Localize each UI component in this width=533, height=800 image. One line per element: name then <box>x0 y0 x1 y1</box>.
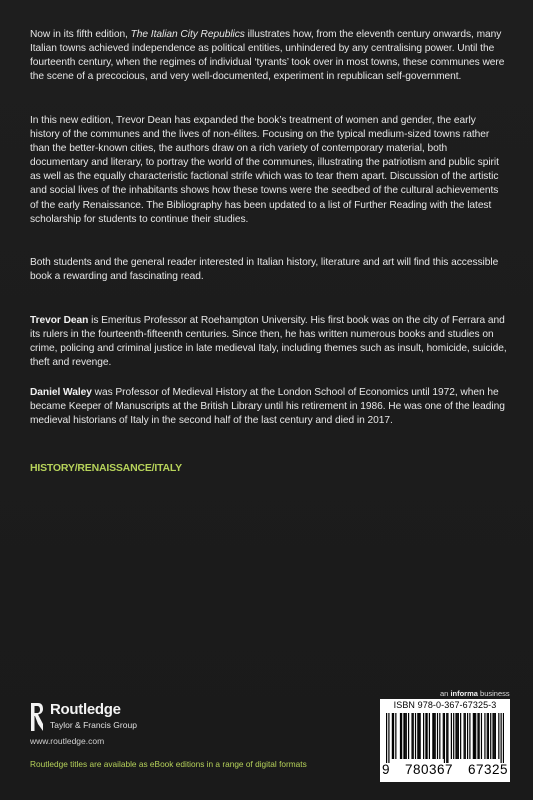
barcode-bar <box>481 713 482 759</box>
blurb-paragraph-1 <box>30 28 508 84</box>
barcode-bar <box>413 713 414 759</box>
barcode-bar <box>437 713 438 759</box>
barcode-bar <box>405 713 406 759</box>
barcode-bar <box>393 713 394 759</box>
barcode-bar <box>406 713 407 759</box>
publisher-group: Taylor & Francis Group <box>50 720 137 730</box>
barcode-bar <box>423 713 424 759</box>
barcode-bar <box>433 713 434 759</box>
blurb-paragraph-2 <box>30 114 508 227</box>
barcode-bar <box>451 713 452 759</box>
barcode-bar <box>446 713 447 763</box>
author-name: Daniel Waley <box>30 387 92 398</box>
barcode-bar <box>501 713 502 763</box>
blurb-text-2: In this new edition, Trevor Dean has expanded the book’s treatment of women and gender, the early history of the communes and the lives of non-élites. Focusing on the typical medium-sized towns rather than the better-known cities, the authors draw on a rich variety of contemporary material, both documentary and literary, to portray the world of the communes, illustrating the patriotism and public spirit as well as the equally characteristic factional strife which was to tear them apart. Discussion of the artistic and social lives of the inhabitants shows how these towns were the seedbed of the cultural achievements of the early Renaissance. The Bibliography has been updated to a list of Further Reading with the latest scholarship for students to continue their studies. <box>30 115 499 225</box>
barcode-bar <box>484 713 485 759</box>
barcode-bar <box>426 713 427 759</box>
barcode-bar <box>392 713 393 759</box>
barcode-bar <box>395 713 396 759</box>
barcode-bar <box>386 713 387 763</box>
barcode-bar <box>415 713 416 759</box>
barcode-bar <box>490 713 491 759</box>
isbn-number: ISBN 978-0-367-67325-3 <box>393 700 497 710</box>
barcode-digits <box>382 762 508 777</box>
barcode-bar <box>477 713 478 759</box>
barcode-bar <box>420 713 421 759</box>
barcode-bar <box>458 713 459 759</box>
barcode-digit-group: 780367 <box>404 762 454 777</box>
informa-business-label <box>440 689 510 698</box>
barcode-bar <box>465 713 466 759</box>
barcode-bar <box>464 713 465 759</box>
barcode-bar <box>457 713 458 759</box>
blurb-intro-rest: illustrates how, from the eleventh century onwards, many Italian towns achieved independence as political entities, unhindered by any centralising power. Until the fourteenth century, when the regimes of individual ‘tyrants’ took over in most towns, these communes were the scene of a precocious, and very well-documented, experiment in republican self-government. <box>30 29 505 83</box>
barcode-bar <box>503 713 504 763</box>
barcode-bar <box>479 713 480 759</box>
publisher-block <box>30 700 230 750</box>
informa-suffix: business <box>477 689 510 698</box>
isbn-barcode <box>380 699 510 782</box>
barcode-bar <box>425 713 426 759</box>
barcode-bar <box>488 713 489 759</box>
author-bio-text: was Professor of Medieval History at the London School of Economics until 1972, when he became Keeper of Manuscripts at the British Library until his retirement in 1986. He was one of the leading medieval historians of Italy in the second half of the last century and died in 2017. <box>30 387 505 427</box>
barcode-bar <box>467 713 468 759</box>
author-bio-text: is Emeritus Professor at Roehampton University. His first book was on the city of Ferrara and its rulers in the fourteenth-fifteenth centuries. Since then, he has written numerous books and studies on crime, policing and criminal justice in late medieval Italy, including themes such as insult, homicide, suicide, theft and revenge. <box>30 315 507 369</box>
author-bio-dean <box>30 314 508 370</box>
barcode-bar <box>453 713 454 759</box>
barcode-bar <box>418 713 419 759</box>
barcode-bar <box>494 713 495 759</box>
author-bio-waley <box>30 386 508 428</box>
routledge-r-icon <box>30 702 44 732</box>
barcode-bar <box>400 713 401 759</box>
author-name: Trevor Dean <box>30 315 89 326</box>
barcode-bar <box>444 713 445 763</box>
publisher-url: www.routledge.com <box>30 736 105 746</box>
barcode-bar <box>388 713 389 763</box>
barcode-bar <box>443 713 444 759</box>
barcode-bar <box>401 713 402 759</box>
barcode-digit-group: 67325 <box>467 762 508 777</box>
barcode-bar <box>498 713 499 759</box>
barcode-bar <box>475 713 476 759</box>
barcode-bar <box>455 713 456 759</box>
blurb-paragraph-3 <box>30 256 508 284</box>
barcode-bar <box>460 713 461 759</box>
subject-category: HISTORY/RENAISSANCE/ITALY <box>30 462 182 474</box>
barcode-bar <box>492 713 493 759</box>
barcode-bar <box>435 713 436 759</box>
barcode-bar <box>487 713 488 759</box>
barcode-digit-group: 9 <box>382 762 391 777</box>
blurb-intro: Now in its fifth edition, <box>30 29 131 40</box>
publisher-name: Routledge <box>50 701 121 718</box>
barcode-bar <box>439 713 440 759</box>
barcode-bar <box>495 713 496 759</box>
barcode-bar <box>408 713 409 759</box>
barcode-bar <box>411 713 412 759</box>
book-title: The Italian City Republics <box>130 29 245 40</box>
barcode-bars <box>386 713 504 763</box>
informa-brand: informa <box>450 689 478 698</box>
barcode-bar <box>447 713 448 763</box>
informa-prefix: an <box>440 689 451 698</box>
blurb-text-3: Both students and the general reader interested in Italian history, literature and art will find this accessible book a rewarding and fascinating read. <box>30 257 499 283</box>
barcode-bar <box>403 713 404 759</box>
barcode-bar <box>473 713 474 759</box>
barcode-bar <box>429 713 430 759</box>
barcode-bar <box>417 713 418 759</box>
ebook-note: Routledge titles are available as eBook editions in a range of digital formats <box>30 759 307 769</box>
barcode-bar <box>469 713 470 759</box>
barcode-bar <box>474 713 475 759</box>
barcode-bar <box>432 713 433 759</box>
